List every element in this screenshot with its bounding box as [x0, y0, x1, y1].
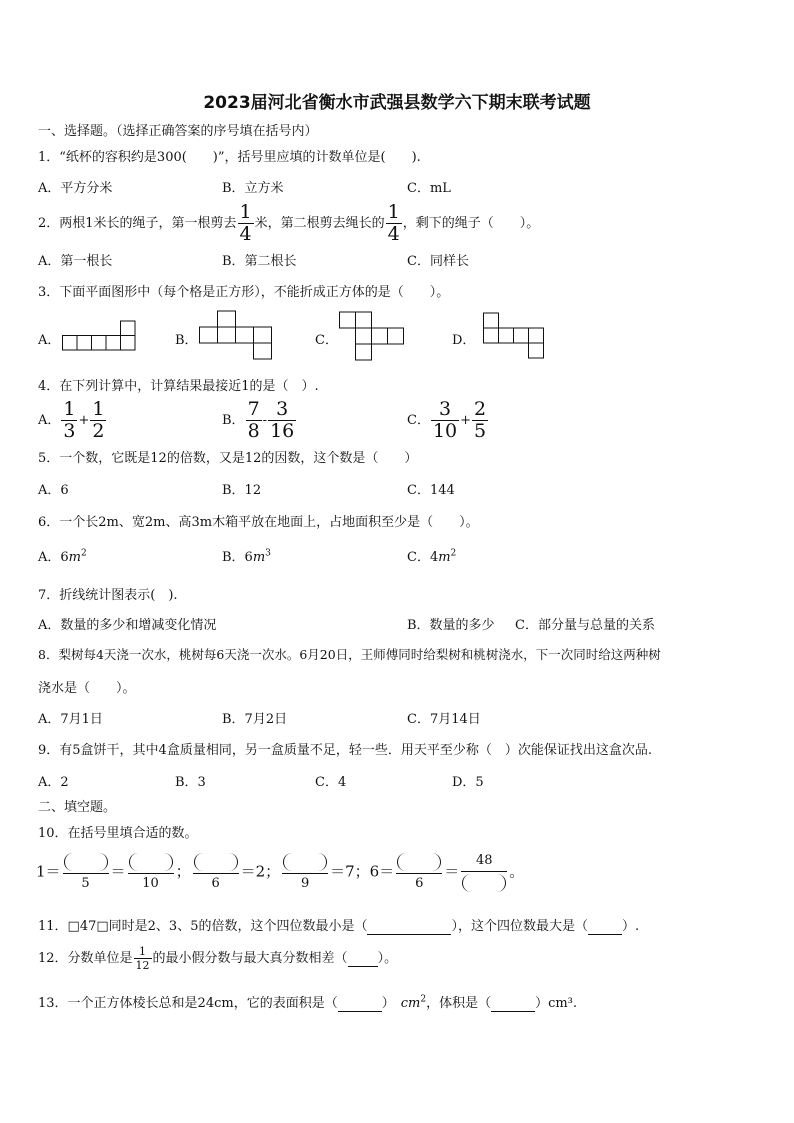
question-11: 11．□47□同时是2、3、5的倍数，这个四位数最小是（ ），这个四位数最大是（ ）.: [38, 919, 640, 934]
q10-equation: 1＝ 5 ＝ 10 ； 6 ＝2； 9 ＝7；6＝ 6 ＝ 48 。: [36, 853, 525, 891]
q2-option-b: B．第二根长: [222, 254, 297, 269]
blank-fraction: 9: [282, 853, 328, 892]
q7-option-c: C．部分量与总量的关系: [515, 618, 655, 633]
question-7: 7．折线统计图表示( ).: [38, 588, 178, 603]
q5-option-b: B．12: [222, 483, 262, 498]
blank-fraction: 10: [128, 853, 174, 892]
answer-blank[interactable]: [367, 919, 451, 935]
fraction: $\frac{3}{10}$: [432, 398, 458, 442]
section-heading-fill: 二、填空题。: [38, 800, 117, 815]
q7-option-b: B．数量的多少: [407, 618, 495, 633]
q5-option-c: C．144: [407, 483, 455, 498]
q3-option-a: A．: [38, 333, 61, 348]
cube-net-c: [339, 311, 405, 361]
q2-option-a: A．第一根长: [38, 254, 113, 269]
q2-text-post: ，剩下的绳子（ ）。: [402, 216, 540, 231]
q4-option-a: [38, 400, 107, 441]
q2-option-c: C．同样长: [407, 254, 469, 269]
question-2: [38, 203, 539, 244]
q7-option-a: A．数量的多少和增减变化情况: [38, 618, 217, 633]
answer-blank[interactable]: [588, 919, 622, 935]
q6-option-a: A．$6m^2$: [38, 548, 87, 565]
q4-option-b-label: B．: [222, 413, 245, 428]
q6-option-b: B．$6m^3$: [222, 548, 271, 565]
operator: -: [262, 413, 268, 428]
q9-option-b: B．3: [175, 775, 206, 790]
section-heading-choice: 一、选择题。（选择正确答案的序号填在括号内）: [38, 124, 318, 139]
q9-option-d: D．5: [452, 775, 484, 790]
cube-net-d: [483, 312, 545, 360]
question-8-line-2: 浇水是（ ）。: [38, 681, 136, 696]
q1-option-b: B．立方米: [222, 181, 284, 196]
q6-option-c: C．$4m^2$: [407, 548, 457, 565]
question-5: 5．一个数，它既是12的倍数，又是12的因数，这个数是（ ）: [38, 451, 418, 466]
q4-option-a-label: A．: [38, 413, 61, 428]
fraction: $\frac{1}{3}$: [63, 398, 76, 442]
question-12: 12．分数单位是 $\frac{1}{12}$ 的最小假分数与最大真分数相差（ ）。: [38, 945, 398, 972]
q3-option-d: D．: [452, 333, 476, 348]
question-10: 10．在括号里填合适的数。: [38, 826, 198, 841]
operator: +: [460, 413, 472, 428]
blank-fraction: 6: [396, 853, 442, 892]
q5-option-a: A．6: [38, 483, 69, 498]
answer-blank[interactable]: [491, 996, 535, 1012]
operator: +: [78, 413, 90, 428]
fraction: $\frac{1}{2}$: [92, 398, 105, 442]
q3-option-b: B．: [175, 333, 198, 348]
q2-text-pre: 2．两根1米长的绳子，第一根剪去: [38, 216, 237, 231]
blank-fraction: 48: [461, 853, 507, 892]
blank-fraction: 6: [193, 853, 239, 892]
q1-option-c: C．mL: [407, 181, 451, 196]
question-6: 6．一个长2m、宽2m、高3m木箱平放在地面上，占地面积至少是（ ）。: [38, 515, 479, 530]
fraction: $\frac{1}{4}$: [387, 201, 400, 245]
question-8-line-1: 8．梨树每4天浇一次水，桃树每6天浇一次水。6月20日，王师傅同时给梨树和桃树浇水，下一次同时给这两种树: [38, 647, 661, 662]
question-1: 1．“纸杯的容积约是300( )”，括号里应填的计数单位是( ).: [38, 150, 421, 165]
cube-net-b: [199, 310, 275, 360]
fraction: $\frac{3}{16}$: [270, 398, 295, 442]
answer-blank[interactable]: [338, 996, 382, 1012]
q8-option-c: C．7月14日: [407, 712, 481, 727]
cube-net-a: [62, 320, 138, 352]
q2-text-mid: 米，第二根剪去绳长的: [254, 216, 385, 231]
q9-option-a: A．2: [38, 775, 69, 790]
fraction: $\frac{1}{4}$: [239, 201, 252, 245]
q1-option-a: A．平方分米: [38, 181, 113, 196]
q3-option-c: C．: [315, 333, 338, 348]
fraction: $\frac{2}{5}$: [474, 398, 487, 442]
blank-fraction: 5: [63, 853, 109, 892]
answer-blank[interactable]: [348, 951, 378, 967]
q4-option-c: [407, 400, 489, 441]
q8-option-b: B．7月2日: [222, 712, 288, 727]
question-4: 4．在下列计算中，计算结果最接近1的是（ ）.: [38, 379, 319, 394]
question-9: 9．有5盒饼干，其中4盒质量相同，另一盒质量不足，轻一些．用天平至少称（ ）次能保证找出这盒次品.: [38, 743, 652, 758]
fraction: $\frac{7}{8}$: [247, 398, 260, 442]
question-13: 13．一个正方体棱长总和是24cm，它的表面积是（ ） $cm^2$，体积是（ ）cm³.: [38, 994, 578, 1011]
fraction: $\frac{1}{12}$: [135, 945, 150, 972]
q4-option-b: [222, 400, 297, 441]
q4-option-c-label: C．: [407, 413, 430, 428]
q9-option-c: C．4: [315, 775, 347, 790]
q8-option-a: A．7月1日: [38, 712, 103, 727]
question-3: 3．下面平面图形中（每个格是正方形），不能折成正方体的是（ ）。: [38, 285, 450, 300]
page-title: 2023届河北省衡水市武强县数学六下期末联考试题: [203, 93, 591, 113]
